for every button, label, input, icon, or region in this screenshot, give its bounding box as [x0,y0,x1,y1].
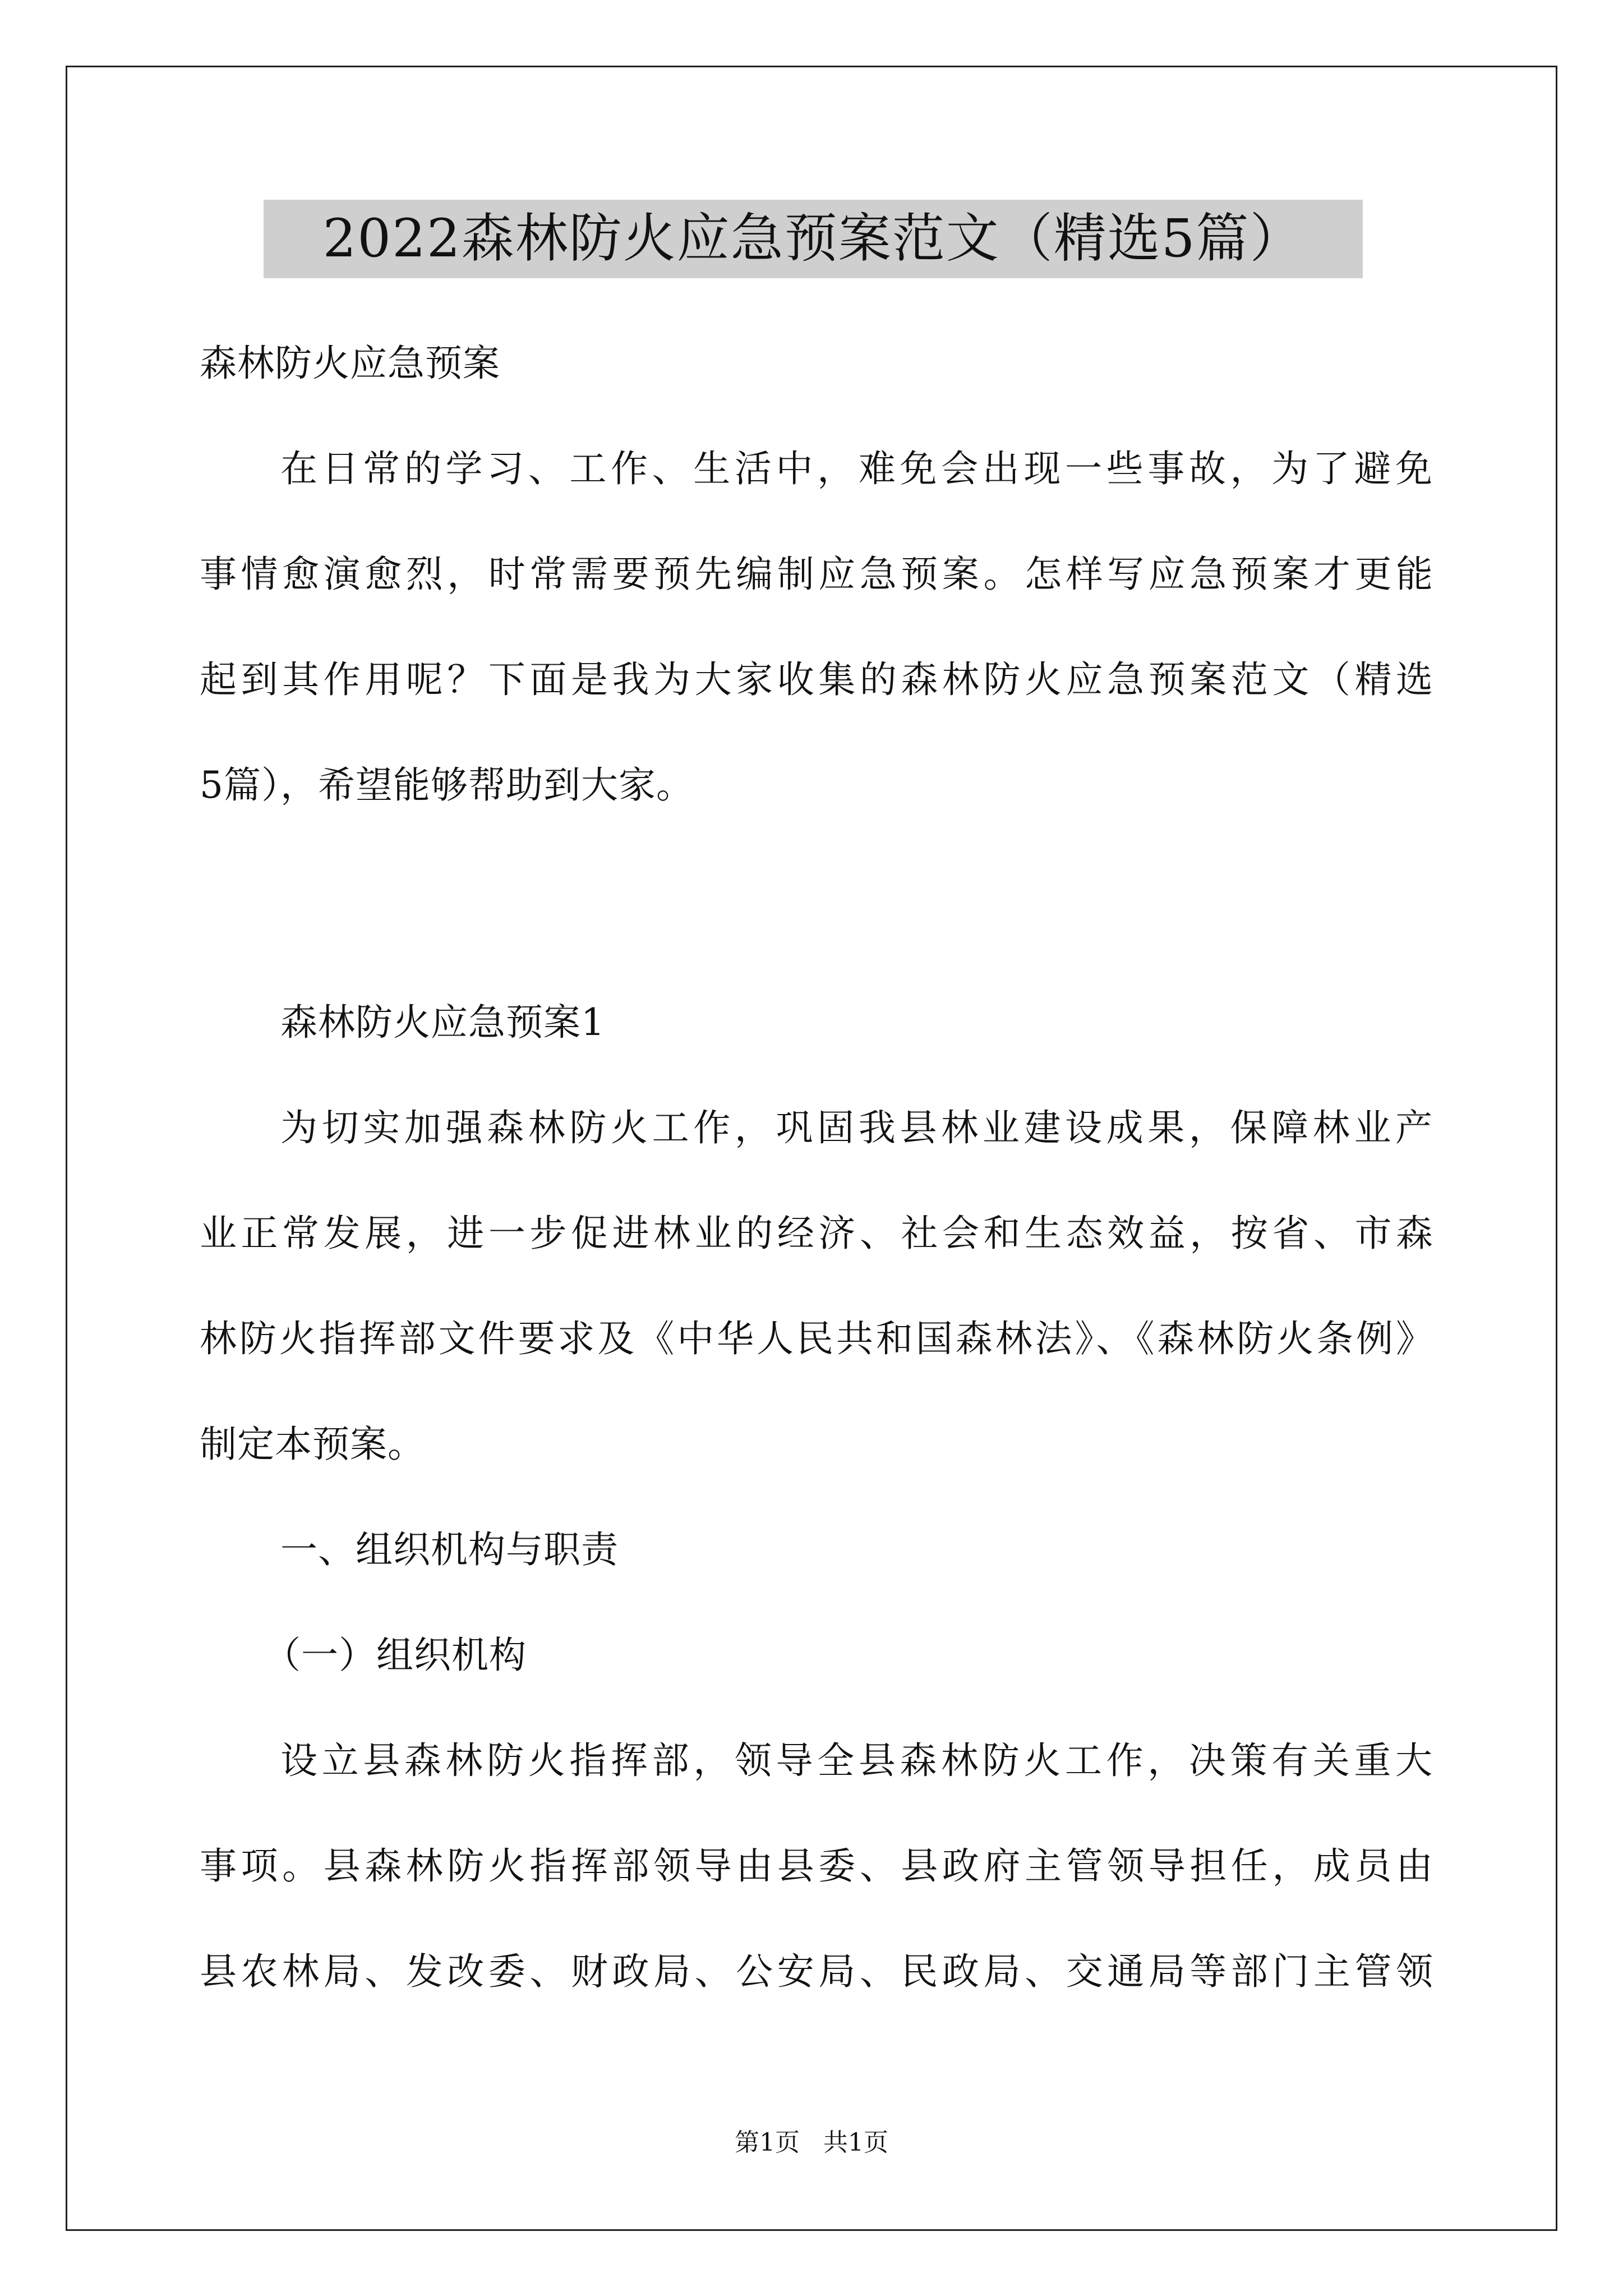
section-heading: 森林防火应急预案1 [280,1001,605,1044]
page-number-footer: 第1页 共1页 [735,2128,888,2157]
body-line: 事情愈演愈烈，时常需要预先编制应急预案。怎样写应急预案才更能 [200,553,1433,596]
body-line: 县农林局、发改委、财政局、公安局、民政局、交通局等部门主管领 [200,1950,1433,1993]
body-line: 林防火指挥部文件要求及《中华人民共和国森林法》、《森林防火条例》 [200,1317,1433,1360]
section-heading: 一、组织机构与职责 [280,1528,619,1571]
body-line: 起到其作用呢？下面是我为大家收集的森林防火应急预案范文（精选 [200,658,1433,701]
document-title: 2022森林防火应急预案范文（精选5篇） [264,200,1363,278]
body-line: 制定本预案。 [200,1423,425,1466]
body-line: 为切实加强森林防火工作，巩固我县林业建设成果，保障林业产 [280,1106,1433,1149]
body-line: 5篇），希望能够帮助到大家。 [200,763,694,807]
body-line: 设立县森林防火指挥部，领导全县森林防火工作，决策有关重大 [280,1739,1433,1782]
body-line: 业正常发展，进一步促进林业的经济、社会和生态效益，按省、市森 [200,1212,1433,1255]
subsection-heading: （一）组织机构 [264,1634,527,1677]
subtitle-line: 森林防火应急预案 [200,342,500,385]
body-line: 在日常的学习、工作、生活中，难免会出现一些事故，为了避免 [280,447,1433,490]
body-line: 事项。县森林防火指挥部领导由县委、县政府主管领导担任，成员由 [200,1844,1433,1888]
